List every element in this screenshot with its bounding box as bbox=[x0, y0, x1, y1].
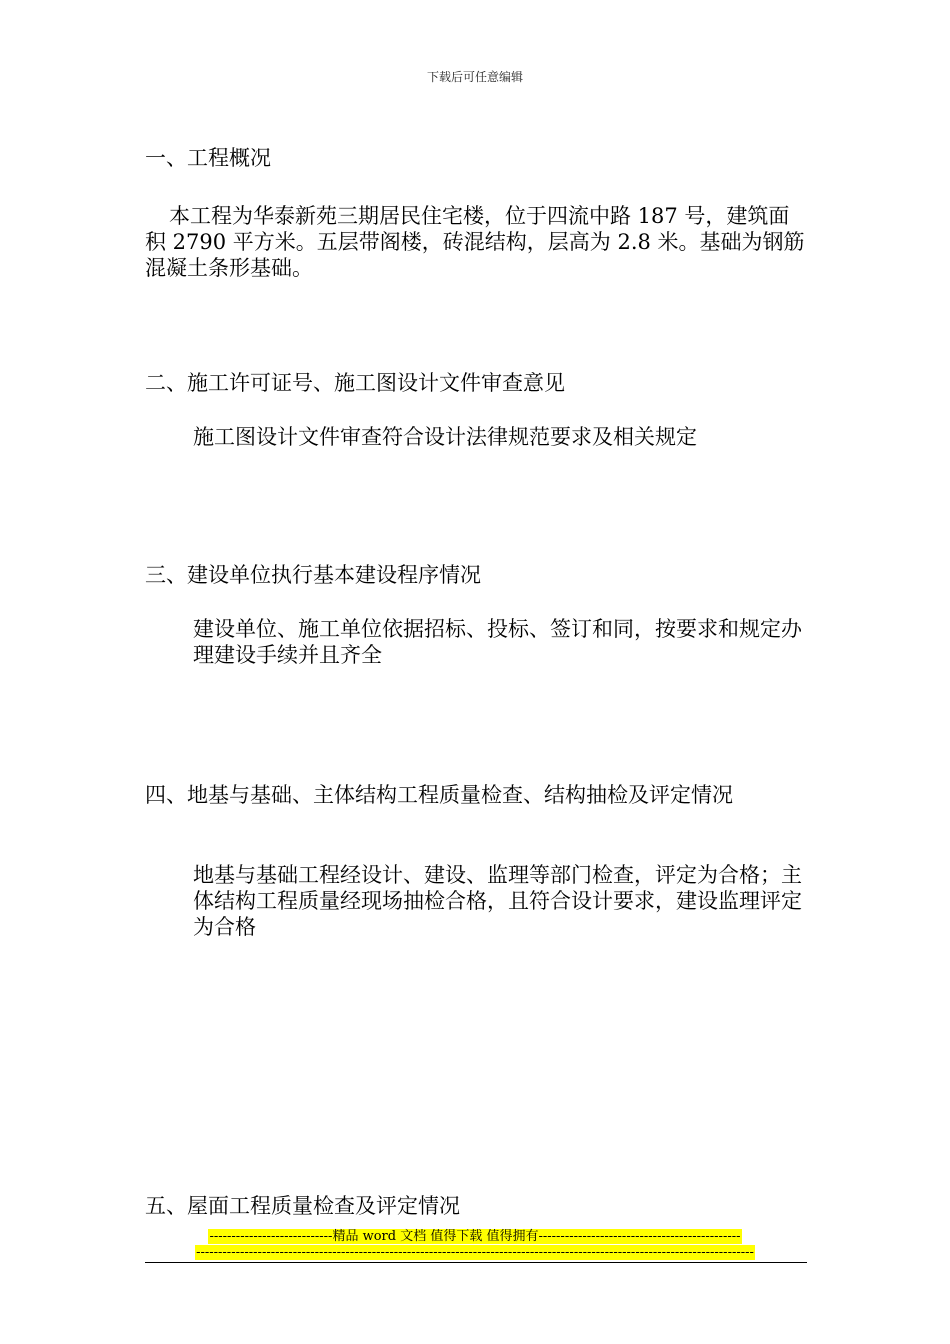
section-3 bbox=[145, 562, 810, 588]
section-body: 地基与基础工程经设计、建设、监理等部门检查，评定为合格；主体结构工程质量经现场抽检合格，且符合设计要求，建设监理评定为合格 bbox=[193, 863, 802, 939]
section-2-body bbox=[145, 424, 810, 450]
section-2 bbox=[145, 370, 810, 396]
section-body: 施工图设计文件审查符合设计法律规范要求及相关规定 bbox=[193, 425, 697, 449]
footer-banner-line-2 bbox=[0, 1245, 950, 1261]
section-1-body bbox=[145, 203, 810, 281]
footer-banner-text: ----------------------------精品 word 文档 值得下载 值得拥有---------------------------------------------- bbox=[209, 1229, 741, 1244]
section-body: 建设单位、施工单位依据招标、投标、签订和同，按要求和规定办理建设手续并且齐全 bbox=[193, 617, 802, 667]
footer-rule bbox=[145, 1262, 807, 1263]
section-heading: 三、建设单位执行基本建设程序情况 bbox=[145, 563, 481, 587]
section-4-body bbox=[145, 862, 810, 940]
footer-banner-text: ------------------------------------------------------------------------------------------------------------------------------- bbox=[196, 1245, 754, 1260]
section-heading: 二、施工许可证号、施工图设计文件审查意见 bbox=[145, 371, 565, 395]
section-heading: 五、屋面工程质量检查及评定情况 bbox=[145, 1194, 460, 1218]
section-3-body bbox=[145, 616, 810, 668]
section-body: 本工程为华泰新苑三期居民住宅楼，位于四流中路 187 号，建筑面积 2790 平方米。五层带阁楼，砖混结构，层高为 2.8 米。基础为钢筋混凝土条形基础。 bbox=[145, 204, 805, 280]
footer-banner-line-1 bbox=[0, 1229, 950, 1245]
section-4 bbox=[145, 782, 810, 808]
section-heading: 四、地基与基础、主体结构工程质量检查、结构抽检及评定情况 bbox=[145, 783, 733, 807]
section-heading: 一、工程概况 bbox=[145, 146, 271, 170]
header-note: 下载后可任意编辑 bbox=[426, 70, 523, 84]
section-5 bbox=[145, 1193, 810, 1219]
section-1 bbox=[145, 145, 810, 171]
